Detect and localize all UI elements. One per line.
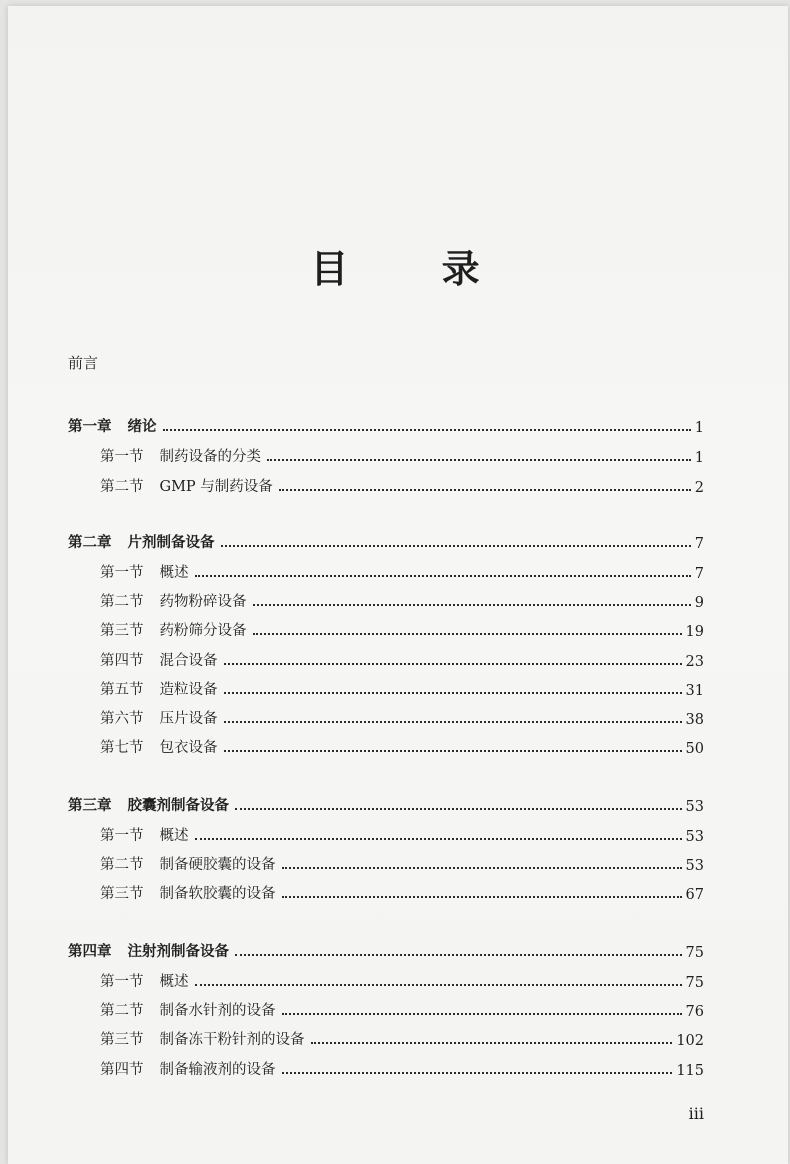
page-title: 目 录 bbox=[310, 246, 520, 291]
dot-leader bbox=[163, 429, 691, 431]
toc-entry-title: 胶囊剂制备设备 bbox=[127, 797, 229, 814]
toc-entry-number: 第五节 bbox=[100, 682, 144, 698]
toc-entry-title: 概述 bbox=[159, 565, 189, 581]
toc-entry-number: 第三节 bbox=[100, 623, 144, 639]
toc-entry-title: 概述 bbox=[159, 974, 189, 990]
dot-leader bbox=[235, 954, 682, 956]
toc-entry-title: 制备硬胶囊的设备 bbox=[159, 857, 276, 873]
toc-entry-number: 第四节 bbox=[100, 653, 144, 669]
toc-entry-number: 第二节 bbox=[100, 857, 144, 873]
dot-leader bbox=[282, 1013, 682, 1015]
toc-entry-title: 药粉筛分设备 bbox=[159, 623, 247, 639]
toc-entry-number: 第一节 bbox=[100, 828, 144, 844]
toc-section-entry bbox=[100, 881, 704, 903]
toc-entry-page: 53 bbox=[685, 799, 704, 815]
dot-leader bbox=[224, 663, 682, 665]
toc-entry-page: 38 bbox=[685, 712, 704, 728]
toc-entry-title: 造粒设备 bbox=[159, 682, 218, 698]
toc-entry-page: 1 bbox=[694, 420, 704, 436]
toc-entry-page: 7 bbox=[694, 566, 704, 582]
dot-leader bbox=[279, 489, 691, 491]
dot-leader bbox=[267, 459, 691, 461]
toc-entry-number: 第二节 bbox=[100, 1003, 144, 1019]
dot-leader bbox=[195, 575, 691, 577]
toc-entry-page: 7 bbox=[694, 536, 704, 552]
toc-entry-number: 第一节 bbox=[100, 449, 144, 465]
toc-section-entry bbox=[100, 677, 704, 699]
toc-entry-page: 67 bbox=[685, 887, 704, 903]
toc-entry-page: 76 bbox=[685, 1004, 704, 1020]
toc-entry-title: 制药设备的分类 bbox=[159, 449, 261, 465]
toc-section-entry bbox=[100, 1027, 704, 1049]
toc-entry-page: 9 bbox=[694, 595, 704, 611]
toc-section-entry bbox=[100, 474, 704, 496]
toc-entry-title: GMP 与制药设备 bbox=[159, 479, 273, 495]
dot-leader bbox=[235, 808, 682, 810]
toc-section-entry bbox=[100, 823, 704, 845]
dot-leader bbox=[224, 692, 682, 694]
toc-entry-title: 制备软胶囊的设备 bbox=[159, 886, 276, 902]
toc-section-entry bbox=[100, 1057, 704, 1079]
dot-leader bbox=[221, 545, 691, 547]
toc-entry-title: 制备冻干粉针剂的设备 bbox=[159, 1032, 305, 1048]
page-number: iii bbox=[688, 1104, 704, 1123]
dot-leader bbox=[253, 604, 691, 606]
toc-entry-number: 第三节 bbox=[100, 1032, 144, 1048]
toc-entry-page: 23 bbox=[685, 654, 704, 670]
toc-entry-page: 1 bbox=[694, 450, 704, 466]
toc-section-entry bbox=[100, 589, 704, 611]
toc-entry-page: 2 bbox=[694, 480, 704, 496]
toc-section-entry bbox=[100, 618, 704, 640]
dot-leader bbox=[282, 896, 682, 898]
toc-entry-title: 绪论 bbox=[127, 418, 157, 435]
toc-entry-number: 第三节 bbox=[100, 886, 144, 902]
toc-chapter-entry bbox=[68, 414, 704, 436]
toc-entry-number: 第一节 bbox=[100, 974, 144, 990]
toc-entry-page: 102 bbox=[676, 1033, 704, 1049]
toc-entry-title: 混合设备 bbox=[159, 653, 218, 669]
toc-entry-page: 31 bbox=[685, 683, 704, 699]
toc-entry-title: 药物粉碎设备 bbox=[159, 594, 247, 610]
toc-chapter-entry bbox=[68, 530, 704, 552]
toc-entry-title: 包衣设备 bbox=[159, 740, 218, 756]
toc-section-entry bbox=[100, 998, 704, 1020]
toc-preface: 前言 bbox=[68, 354, 99, 372]
toc-entry-page: 115 bbox=[676, 1063, 704, 1079]
toc-chapter-entry bbox=[68, 793, 704, 815]
dot-leader bbox=[195, 984, 682, 986]
toc-entry-number: 第二节 bbox=[100, 479, 144, 495]
toc-section-entry bbox=[100, 648, 704, 670]
toc-section-entry bbox=[100, 969, 704, 991]
toc-entry-title: 制备水针剂的设备 bbox=[159, 1003, 276, 1019]
toc-entry-number: 第二章 bbox=[68, 534, 112, 551]
toc-entry-page: 50 bbox=[685, 741, 704, 757]
toc-entry-page: 75 bbox=[685, 975, 704, 991]
toc-entry-number: 第七节 bbox=[100, 740, 144, 756]
dot-leader bbox=[253, 633, 682, 635]
dot-leader bbox=[195, 838, 682, 840]
toc-entry-title: 制备输液剂的设备 bbox=[159, 1062, 276, 1078]
toc-entry-number: 第二节 bbox=[100, 594, 144, 610]
toc-entry-page: 53 bbox=[685, 858, 704, 874]
toc-entry-number: 第三章 bbox=[68, 797, 112, 814]
toc-section-entry bbox=[100, 560, 704, 582]
dot-leader bbox=[224, 750, 682, 752]
toc-entry-title: 概述 bbox=[159, 828, 189, 844]
toc-section-entry bbox=[100, 852, 704, 874]
dot-leader bbox=[311, 1042, 673, 1044]
toc-section-entry bbox=[100, 735, 704, 757]
dot-leader bbox=[224, 721, 682, 723]
dot-leader bbox=[282, 1072, 673, 1074]
toc-entry-title: 片剂制备设备 bbox=[127, 534, 215, 551]
toc-entry-page: 19 bbox=[685, 624, 704, 640]
toc-chapter-entry bbox=[68, 939, 704, 961]
toc-entry-title: 压片设备 bbox=[159, 711, 218, 727]
toc-entry-title: 注射剂制备设备 bbox=[127, 943, 229, 960]
toc-entry-number: 第四节 bbox=[100, 1062, 144, 1078]
toc-section-entry bbox=[100, 706, 704, 728]
toc-section-entry bbox=[100, 444, 704, 466]
toc-entry-number: 第一章 bbox=[68, 418, 112, 435]
toc-entry-page: 53 bbox=[685, 829, 704, 845]
toc-entry-number: 第一节 bbox=[100, 565, 144, 581]
toc-entry-number: 第四章 bbox=[68, 943, 112, 960]
toc-entry-page: 75 bbox=[685, 945, 704, 961]
dot-leader bbox=[282, 867, 682, 869]
toc-entry-number: 第六节 bbox=[100, 711, 144, 727]
